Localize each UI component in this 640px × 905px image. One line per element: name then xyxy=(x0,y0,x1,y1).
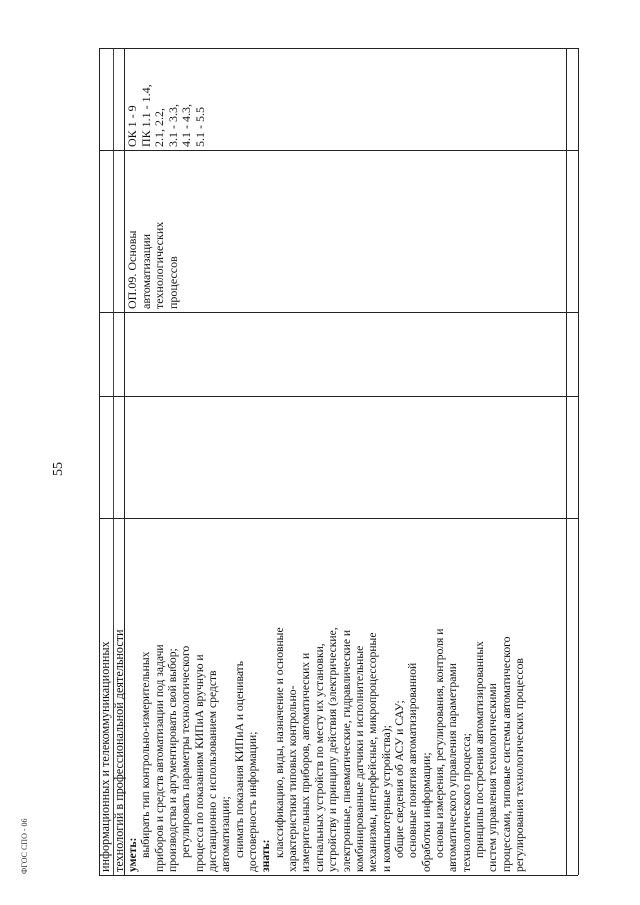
knowledge-line: основные понятия автоматизированной xyxy=(406,662,420,858)
skill-line: регулировать параметры технологического xyxy=(179,645,193,858)
table-border-top xyxy=(99,48,578,49)
header-line-1: информационных и телекоммуникационных xyxy=(98,641,112,872)
skill-line: процесса по показаниям КИПиА вручную и xyxy=(192,654,206,872)
knowledge-line: процессами, типовые системы автоматического xyxy=(499,636,513,872)
table-divider-3 xyxy=(566,48,567,875)
competency-line: 4.1 - 4.3, xyxy=(179,104,194,147)
skill-line: приборов и средств автоматизации под задачи xyxy=(152,644,166,872)
row-divider-3 xyxy=(99,396,578,397)
discipline-line: автоматизации xyxy=(138,233,153,309)
knowledge-heading: знать: xyxy=(259,839,273,872)
discipline-line: технологических xyxy=(152,221,167,309)
discipline-name xyxy=(126,222,180,309)
skill-line: производства и аргументировать свой выбор; xyxy=(166,648,180,872)
skill-line: достоверность информации; xyxy=(246,731,260,872)
row-divider-1 xyxy=(99,150,578,151)
knowledge-line: комбинированные датчики и исполнительные xyxy=(352,645,366,872)
knowledge-line: классификацию, виды, назначение и основные xyxy=(272,627,286,858)
knowledge-line: принципы построения автоматизированных xyxy=(472,641,486,858)
knowledge-line: обработки информации; xyxy=(419,752,433,872)
knowledge-line: автоматического управления параметрами xyxy=(446,663,460,872)
skill-line: автоматизации; xyxy=(219,796,233,872)
skill-line: выбирать тип контрольно-измерительных xyxy=(139,651,153,858)
discipline-line: ОП.09. Основы xyxy=(125,230,139,309)
skill-line: дистанционно с использованием средств xyxy=(206,670,220,872)
skills-heading: уметь: xyxy=(126,837,139,872)
knowledge-line: устройству и принципу действия (электрические, xyxy=(326,627,340,872)
knowledge-line: измерительных приборов, автоматических и xyxy=(299,652,313,872)
row-divider-4 xyxy=(99,518,578,519)
header-text xyxy=(99,629,126,872)
page-number: 55 xyxy=(51,462,66,476)
competency-line: ПК 1.1 - 1.4, xyxy=(138,84,153,147)
competencies xyxy=(126,84,208,147)
knowledge-line: сигнальных устройств по месту их установки, xyxy=(312,643,326,872)
header-line-2: технологий в профессиональной деятельности xyxy=(111,629,126,872)
table-border-bottom xyxy=(99,875,578,876)
competency-line: 5.1 - 5.5 xyxy=(192,107,207,147)
competency-line: 2.1, 2.2, xyxy=(152,108,167,147)
content-block xyxy=(126,627,526,872)
knowledge-line: общие сведения об АСУ и САУ; xyxy=(392,700,406,858)
knowledge-line: электронные, пневматические, гидравлические и xyxy=(339,629,353,872)
knowledge-line: характеристики типовых контрольно- xyxy=(286,685,300,872)
skill-line: снимать показания КИПиА и оценивать xyxy=(232,660,246,858)
knowledge-line: механизмы, интерфейсные, микропроцессорные xyxy=(366,632,380,872)
discipline-line: процессов xyxy=(165,256,180,309)
knowledge-line: основы измерения, регулирования, контроля и xyxy=(432,628,446,858)
competency-line: ОК 1 - 9 xyxy=(125,105,139,147)
row-divider-2 xyxy=(99,312,578,313)
knowledge-line: регулирования технологических процессов xyxy=(512,658,526,872)
competency-line: 3.1 - 3.3, xyxy=(165,104,180,147)
footer-label: ФГОС СПО - 06 xyxy=(20,818,29,874)
table-border-right xyxy=(578,48,579,875)
knowledge-line: и компьютерные устройства); xyxy=(379,725,393,872)
knowledge-line: технологического процесса; xyxy=(459,733,473,872)
knowledge-line: систем управления технологическими xyxy=(486,683,500,872)
